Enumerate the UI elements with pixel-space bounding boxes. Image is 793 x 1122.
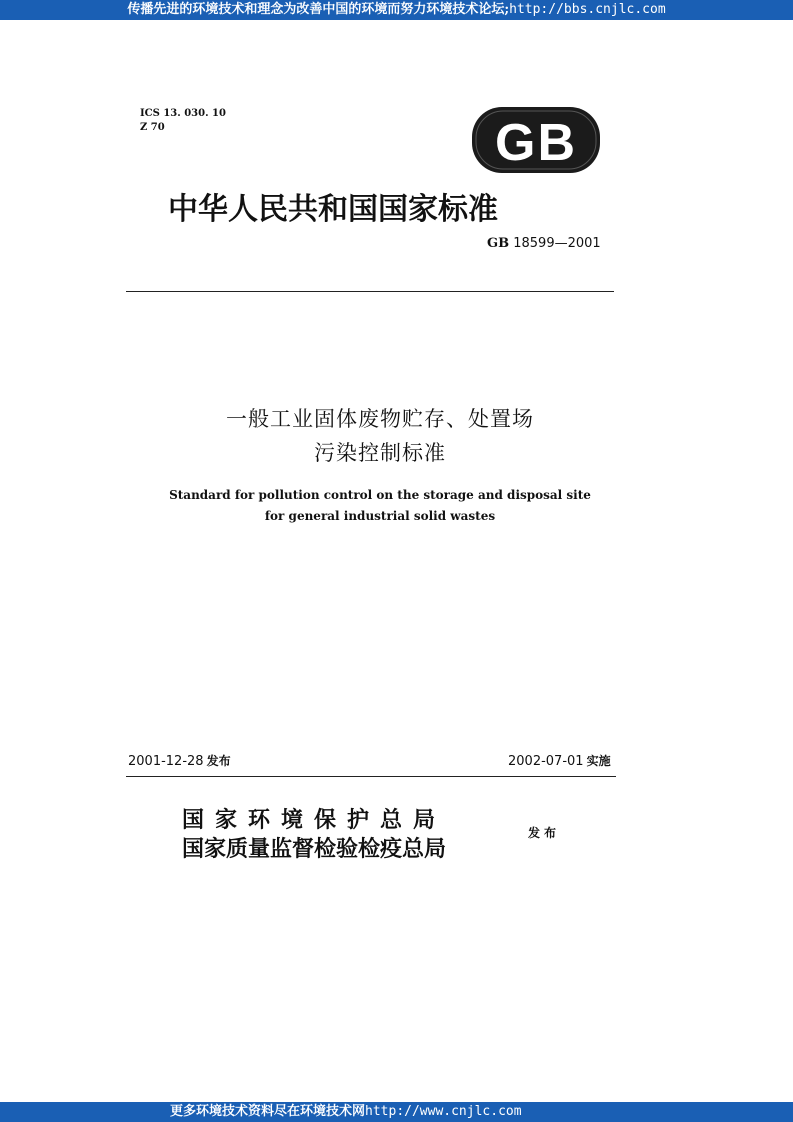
website-link[interactable]: http://www.cnjlc.com <box>365 1104 522 1119</box>
bottom-banner <box>0 1102 793 1122</box>
issue-date-label: 发布 <box>206 754 231 768</box>
issuer-sepa: 国家环境保护总局 <box>182 807 447 833</box>
document-title-cn-line2: 污染控制标准 <box>314 441 446 465</box>
effective-date <box>508 752 611 769</box>
footer-divider <box>126 776 616 777</box>
forum-link[interactable]: http://bbs.cnjlc.com <box>509 2 666 17</box>
effective-date-label: 实施 <box>586 754 611 768</box>
top-banner-text: 传播先进的环境技术和理念为改善中国的环境而努力环境技术论坛; <box>127 2 510 17</box>
header-divider <box>126 291 614 292</box>
ics-code: ICS 13. 030. 10 <box>140 108 226 119</box>
top-banner <box>0 0 793 20</box>
document-title-en-line2: for general industrial solid wastes <box>264 509 496 523</box>
classification-block <box>140 107 226 135</box>
national-standard-title: 中华人民共和国国家标准 <box>168 192 498 227</box>
document-title-cn-line1: 一般工业固体废物贮存、处置场 <box>226 407 534 431</box>
issuer-action: 发布 <box>528 826 561 840</box>
effective-date-value: 2002-07-01 <box>508 754 584 769</box>
gb-logo-text: GB <box>495 114 577 172</box>
standard-number-prefix: GB <box>487 236 510 251</box>
gb-logo <box>470 105 602 175</box>
issuer-aqsiq: 国家质量监督检验检疫总局 <box>182 836 447 862</box>
issue-date <box>128 752 231 769</box>
category-code: Z 70 <box>140 122 165 133</box>
issue-date-value: 2001-12-28 <box>128 754 204 769</box>
bottom-banner-text: 更多环境技术资料尽在环境技术网 <box>170 1104 366 1119</box>
standard-number <box>487 236 601 251</box>
document-title-en-line1: Standard for pollution control on the storage and disposal site <box>169 488 591 502</box>
standard-number-value: 18599—2001 <box>513 236 601 251</box>
